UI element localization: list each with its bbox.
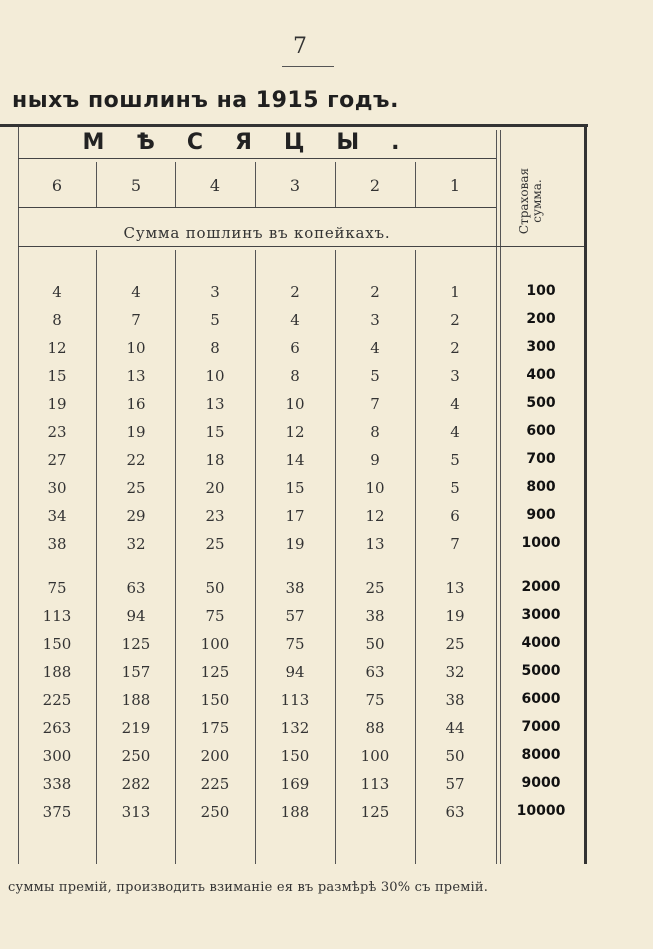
duty-cell-m5: 4 [131,283,141,301]
duty-cell-m3: 19 [285,535,305,553]
insurance-amount-cell: 700 [526,451,556,467]
duty-cell-m5: 63 [126,579,146,597]
duty-cell-m5: 32 [126,535,146,553]
duty-cell-m6: 23 [47,423,67,441]
table-row [0,367,653,391]
insurance-amount-cell: 4000 [521,635,561,651]
duty-cell-m1: 63 [445,803,465,821]
insurance-amount-cell: 10000 [516,803,566,819]
table-row [0,451,653,475]
duty-cell-m2: 13 [365,535,385,553]
duty-cell-m1: 7 [450,535,460,553]
duty-cell-m6: 188 [42,663,72,681]
insurance-sum-header-text: Страховая сумма. [517,167,545,235]
duty-cell-m3: 12 [285,423,305,441]
table-row [0,747,653,771]
insurance-amount-cell: 800 [526,479,556,495]
duty-cell-m5: 7 [131,311,141,329]
insurance-amount-cell: 100 [526,283,556,299]
table-row [0,691,653,715]
insurance-sum-header [506,163,556,239]
duty-cell-m6: 12 [47,339,67,357]
duty-cell-m3: 132 [280,719,310,737]
duty-cell-m1: 1 [450,283,460,301]
month-number-1: 1 [449,176,461,195]
duty-cell-m6: 30 [47,479,67,497]
duty-cell-m6: 34 [47,507,67,525]
duty-cell-m1: 6 [450,507,460,525]
table-row [0,283,653,307]
duty-cell-m5: 10 [126,339,146,357]
duty-cell-m1: 44 [445,719,465,737]
duty-cell-m5: 219 [121,719,151,737]
duty-cell-m5: 313 [121,803,151,821]
months-title-rule [18,158,496,159]
insurance-amount-cell: 900 [526,507,556,523]
duty-cell-m5: 25 [126,479,146,497]
insurance-amount-cell: 600 [526,423,556,439]
duty-cell-m6: 19 [47,395,67,413]
insurance-amount-cell: 1000 [521,535,561,551]
months-title: МѢСЯЦЫ. [82,130,432,155]
duty-cell-m3: 15 [285,479,305,497]
insurance-amount-cell: 7000 [521,719,561,735]
duty-cell-m4: 18 [205,451,225,469]
duty-cell-m6: 225 [42,691,72,709]
duty-cell-m4: 25 [205,535,225,553]
duty-cell-m5: 22 [126,451,146,469]
sum-caption-rule [18,246,584,247]
duty-cell-m3: 8 [290,367,300,385]
duty-cell-m2: 10 [365,479,385,497]
duty-cell-m2: 3 [370,311,380,329]
duty-cell-m4: 50 [205,579,225,597]
duty-cell-m3: 113 [280,691,310,709]
table-row [0,803,653,827]
duty-cell-m2: 50 [365,635,385,653]
duty-cell-m3: 188 [280,803,310,821]
duty-cell-m2: 38 [365,607,385,625]
duty-cell-m1: 57 [445,775,465,793]
duty-cell-m1: 50 [445,747,465,765]
duty-cell-m2: 8 [370,423,380,441]
duty-cell-m5: 16 [126,395,146,413]
insurance-amount-cell: 500 [526,395,556,411]
page-number-rule [282,66,334,67]
sum-caption: Сумма пошлинъ въ копейкахъ. [123,224,391,242]
duty-cell-m1: 4 [450,395,460,413]
duty-cell-m2: 100 [360,747,390,765]
duty-cell-m6: 338 [42,775,72,793]
insurance-amount-cell: 300 [526,339,556,355]
duty-cell-m4: 8 [210,339,220,357]
duty-cell-m2: 113 [360,775,390,793]
table-row [0,423,653,447]
table-row [0,395,653,419]
duty-cell-m3: 2 [290,283,300,301]
duty-cell-m6: 15 [47,367,67,385]
month-number-6: 6 [51,176,63,195]
duty-cell-m6: 150 [42,635,72,653]
duty-cell-m1: 5 [450,451,460,469]
duty-cell-m1: 38 [445,691,465,709]
duty-cell-m2: 125 [360,803,390,821]
duty-cell-m2: 2 [370,283,380,301]
duty-cell-m5: 94 [126,607,146,625]
duty-cell-m6: 27 [47,451,67,469]
duty-cell-m2: 5 [370,367,380,385]
duty-cell-m1: 19 [445,607,465,625]
duty-cell-m4: 100 [200,635,230,653]
duty-cell-m2: 75 [365,691,385,709]
duty-cell-m4: 250 [200,803,230,821]
duty-cell-m6: 4 [52,283,62,301]
duty-cell-m4: 20 [205,479,225,497]
duty-cell-m3: 57 [285,607,305,625]
duty-cell-m1: 3 [450,367,460,385]
duty-cell-m2: 12 [365,507,385,525]
duty-cell-m2: 7 [370,395,380,413]
duty-cell-m4: 3 [210,283,220,301]
duty-cell-m1: 2 [450,311,460,329]
duty-cell-m6: 75 [47,579,67,597]
duty-cell-m2: 9 [370,451,380,469]
table-row [0,635,653,659]
table-row [0,663,653,687]
duty-cell-m1: 4 [450,423,460,441]
duty-cell-m3: 17 [285,507,305,525]
table-row [0,535,653,559]
month-number-5: 5 [130,176,142,195]
page-number: 7 [293,34,307,59]
duty-cell-m6: 8 [52,311,62,329]
duty-cell-m6: 113 [42,607,72,625]
duty-cell-m3: 169 [280,775,310,793]
duty-cell-m5: 157 [121,663,151,681]
duty-cell-m1: 32 [445,663,465,681]
duty-cell-m4: 225 [200,775,230,793]
duty-cell-m1: 2 [450,339,460,357]
month-number-3: 3 [289,176,301,195]
insurance-amount-cell: 400 [526,367,556,383]
duty-cell-m6: 375 [42,803,72,821]
duty-cell-m2: 88 [365,719,385,737]
month-number-4: 4 [209,176,221,195]
duty-cell-m6: 300 [42,747,72,765]
insurance-amount-cell: 3000 [521,607,561,623]
insurance-amount-cell: 200 [526,311,556,327]
insurance-amount-cell: 5000 [521,663,561,679]
duty-cell-m5: 282 [121,775,151,793]
month-numbers-rule [18,207,496,208]
page-heading: ныхъ пошлинъ на 1915 годъ. [12,88,399,113]
footnote: суммы премій, производить взиманіе ея въ размѣрѣ 30% съ премій. [8,880,489,895]
duty-cell-m4: 75 [205,607,225,625]
duty-cell-m3: 150 [280,747,310,765]
duty-cell-m1: 5 [450,479,460,497]
table-row [0,719,653,743]
duty-cell-m5: 125 [121,635,151,653]
insurance-amount-cell: 8000 [521,747,561,763]
duty-cell-m5: 29 [126,507,146,525]
table-row [0,479,653,503]
insurance-amount-cell: 2000 [521,579,561,595]
insurance-amount-cell: 9000 [521,775,561,791]
duty-cell-m2: 63 [365,663,385,681]
table-row [0,339,653,363]
header-divider [175,162,176,207]
header-divider [415,162,416,207]
duty-cell-m5: 19 [126,423,146,441]
duty-cell-m3: 14 [285,451,305,469]
duty-cell-m4: 10 [205,367,225,385]
table-row [0,311,653,335]
header-divider [255,162,256,207]
duty-cell-m3: 4 [290,311,300,329]
header-divider [96,162,97,207]
duty-cell-m2: 25 [365,579,385,597]
duty-cell-m4: 13 [205,395,225,413]
duty-cell-m4: 200 [200,747,230,765]
duty-cell-m4: 15 [205,423,225,441]
duty-cell-m3: 38 [285,579,305,597]
duty-cell-m3: 94 [285,663,305,681]
duty-cell-m1: 25 [445,635,465,653]
duty-cell-m5: 13 [126,367,146,385]
duty-cell-m3: 10 [285,395,305,413]
duty-cell-m3: 6 [290,339,300,357]
insurance-amount-cell: 6000 [521,691,561,707]
table-row [0,507,653,531]
duty-cell-m4: 5 [210,311,220,329]
table-row [0,775,653,799]
duty-cell-m2: 4 [370,339,380,357]
duty-cell-m4: 125 [200,663,230,681]
duty-cell-m6: 263 [42,719,72,737]
duty-cell-m1: 13 [445,579,465,597]
duty-cell-m5: 188 [121,691,151,709]
month-number-2: 2 [369,176,381,195]
table-row [0,607,653,631]
table-row [0,579,653,603]
duty-cell-m6: 38 [47,535,67,553]
duty-cell-m3: 75 [285,635,305,653]
header-divider [335,162,336,207]
duty-cell-m5: 250 [121,747,151,765]
duty-cell-m4: 175 [200,719,230,737]
duty-cell-m4: 150 [200,691,230,709]
duty-cell-m4: 23 [205,507,225,525]
